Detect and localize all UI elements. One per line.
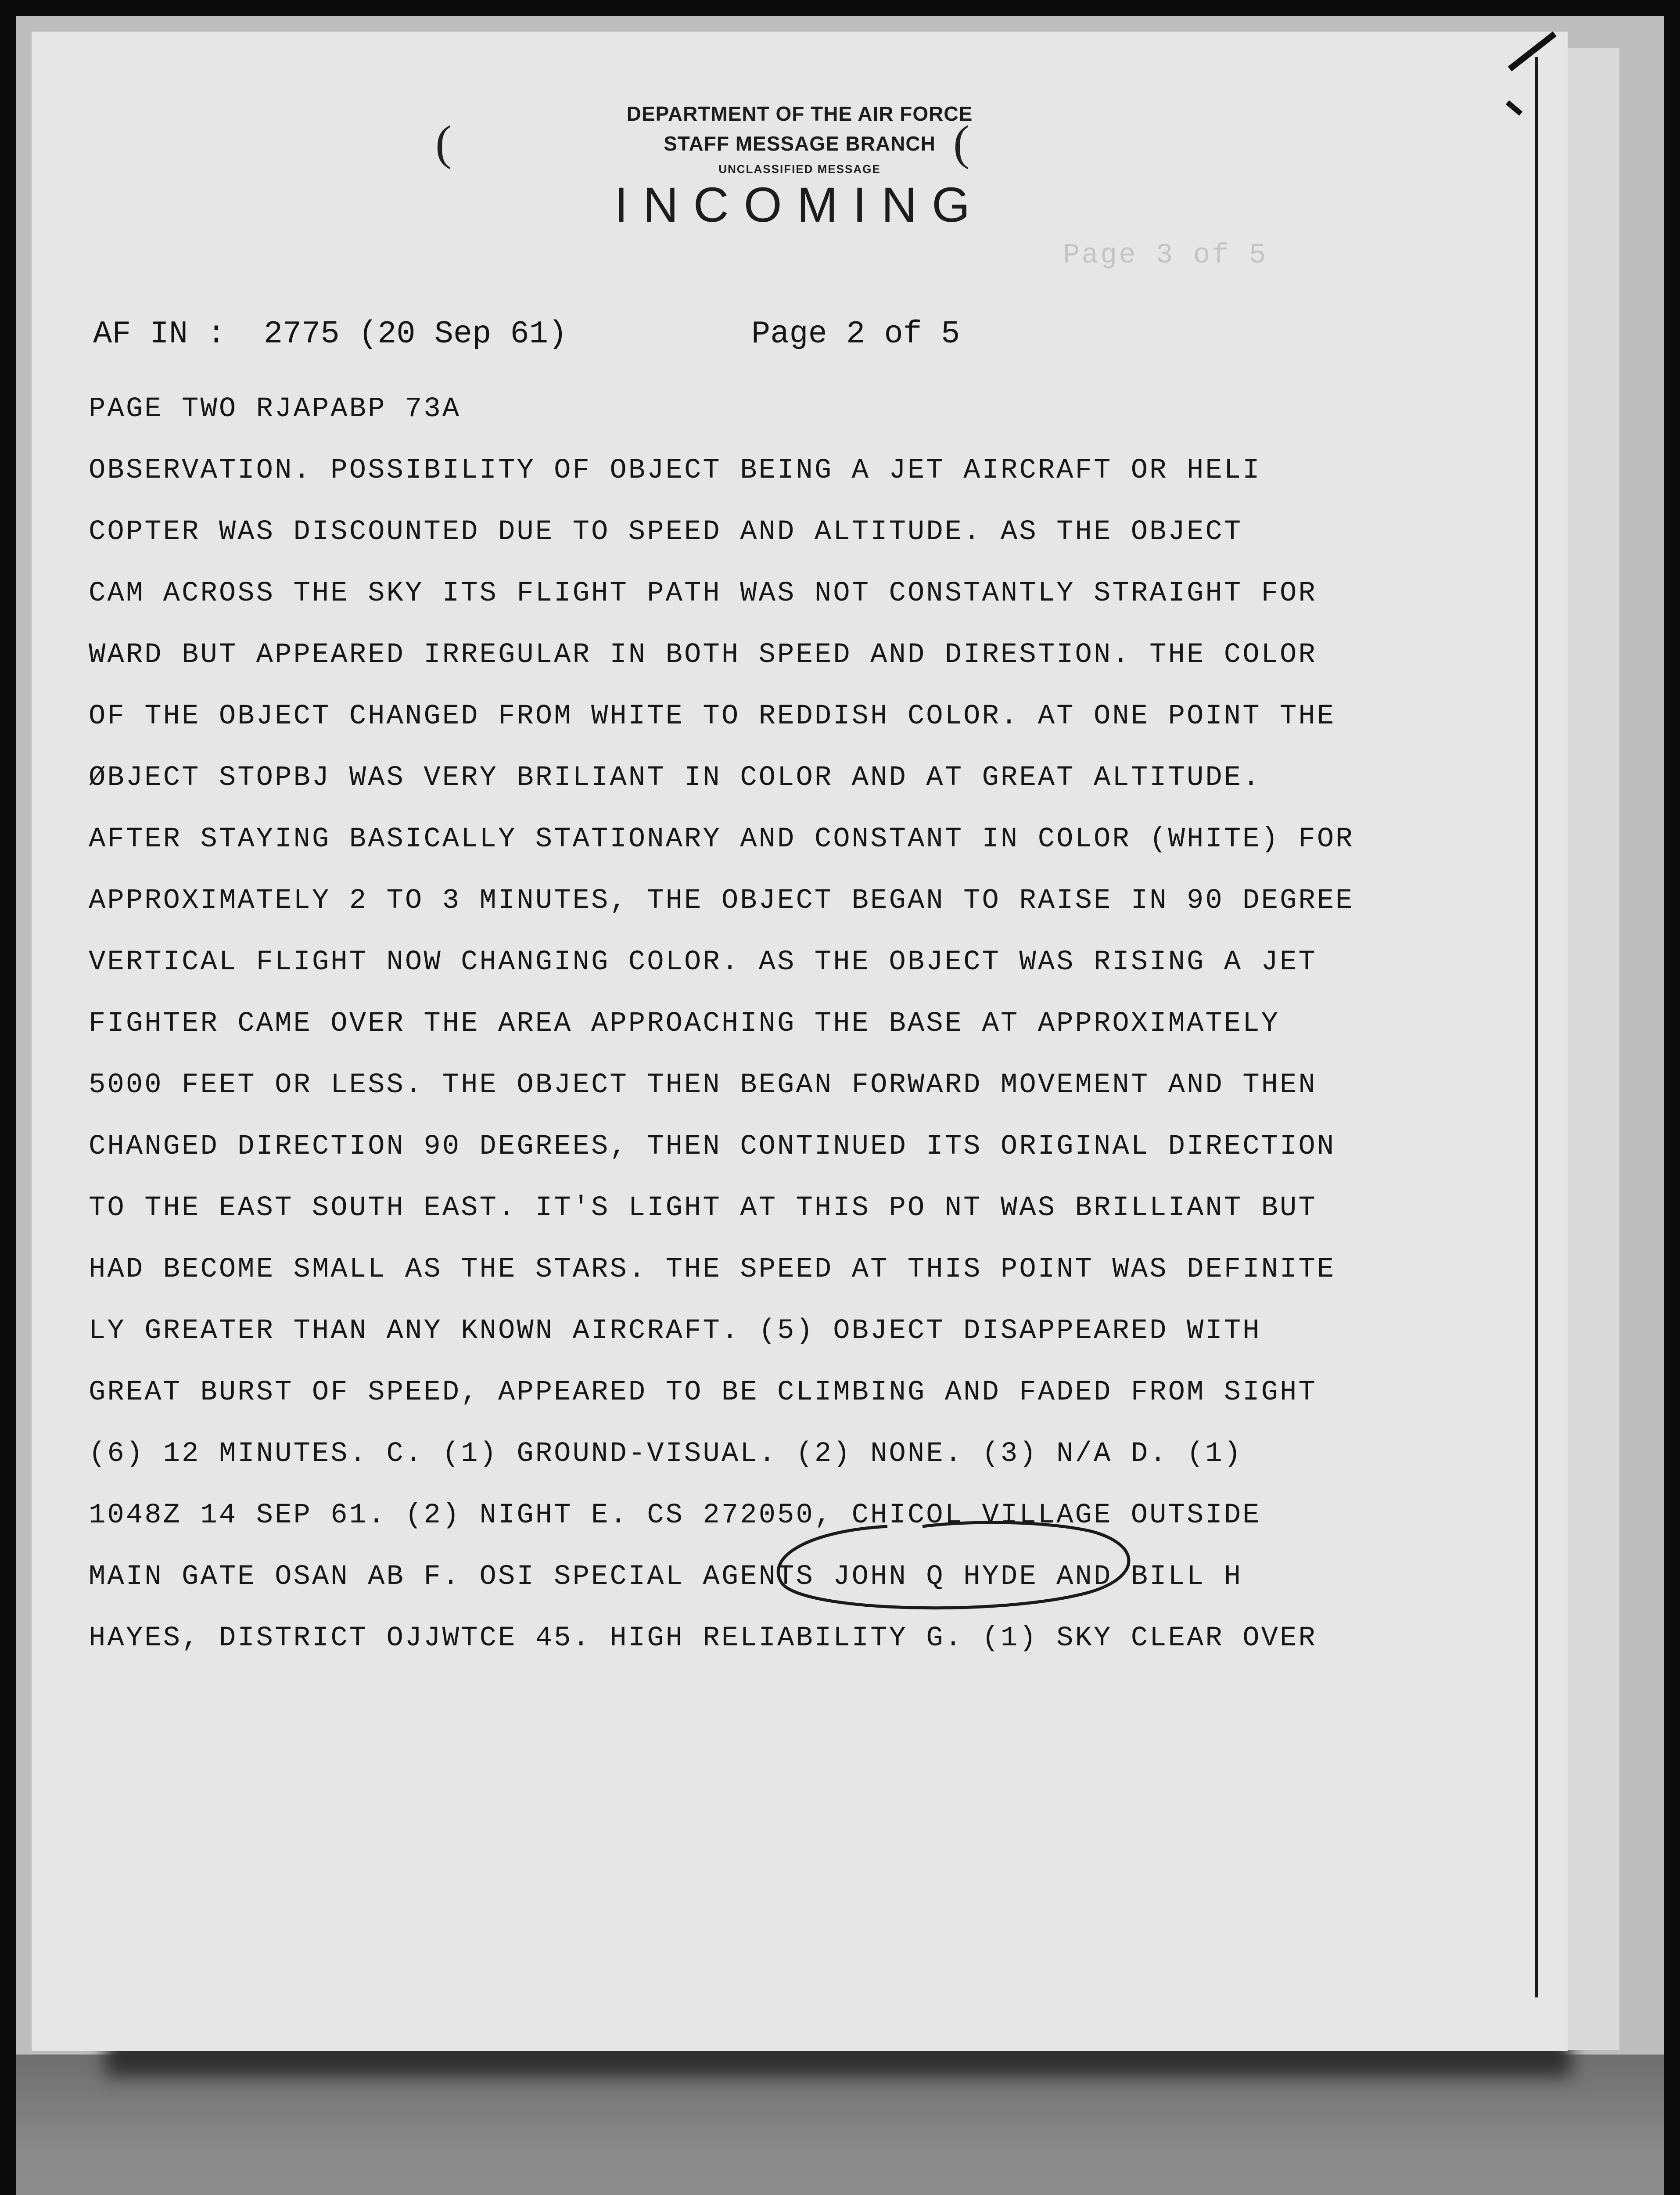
message-line: HAD BECOME SMALL AS THE STARS. THE SPEED AT THIS POINT WAS DEFINITE — [89, 1254, 1336, 1285]
message-line: VERTICAL FLIGHT NOW CHANGING COLOR. AS THE OBJECT WAS RISING A JET — [89, 946, 1317, 978]
message-line: MAIN GATE OSAN AB F. OSI SPECIAL AGENTS JOHN Q HYDE AND BILL H — [89, 1561, 1243, 1593]
message-line: ØBJECT STOPBJ WAS VERY BRILIANT IN COLOR AND AT GREAT ALTITUDE. — [89, 762, 1261, 794]
message-line: 5000 FEET OR LESS. THE OBJECT THEN BEGAN FORWARD MOVEMENT AND THEN — [89, 1069, 1317, 1101]
message-line: COPTER WAS DISCOUNTED DUE TO SPEED AND ALTITUDE. AS THE OBJECT — [89, 516, 1243, 548]
department-heading: DEPARTMENT OF THE AIR FORCE — [626, 102, 973, 125]
bracket-mark-right: ( — [953, 116, 969, 169]
incoming-title: INCOMING — [614, 177, 985, 232]
bleed-through-line: Page 3 of 5 — [1063, 240, 1268, 271]
message-line: AFTER STAYING BASICALLY STATIONARY AND CONSTANT IN COLOR (WHITE) FOR — [89, 824, 1354, 855]
message-line: OF THE OBJECT CHANGED FROM WHITE TO REDDISH COLOR. AT ONE POINT THE — [89, 701, 1336, 732]
page-number: Page 2 of 5 — [751, 316, 960, 352]
message-line: GREAT BURST OF SPEED, APPEARED TO BE CLIMBING AND FADED FROM SIGHT — [89, 1377, 1317, 1408]
page-edge-line — [1535, 57, 1538, 1997]
message-page — [32, 32, 1568, 2051]
message-line: CAM ACROSS THE SKY ITS FLIGHT PATH WAS NOT CONSTANTLY STRAIGHT FOR — [89, 578, 1317, 609]
message-line: TO THE EAST SOUTH EAST. IT'S LIGHT AT THIS PO NT WAS BRILLIANT BUT — [89, 1192, 1317, 1224]
message-line: FIGHTER CAME OVER THE AREA APPROACHING THE BASE AT APPROXIMATELY — [89, 1008, 1280, 1040]
message-line: CHANGED DIRECTION 90 DEGREES, THEN CONTINUED ITS ORIGINAL DIRECTION — [89, 1131, 1336, 1162]
message-line: 1048Z 14 SEP 61. (2) NIGHT E. CS 272050, CHICOL VILLAGE OUTSIDE — [89, 1500, 1261, 1531]
message-line: HAYES, DISTRICT OJJWTCE 45. HIGH RELIABILITY G. (1) SKY CLEAR OVER — [89, 1623, 1317, 1654]
message-line: PAGE TWO RJAPABP 73A — [89, 393, 461, 425]
bleed-through-text — [1063, 225, 1267, 286]
message-line: OBSERVATION. POSSIBILITY OF OBJECT BEING A JET AIRCRAFT OR HELI — [89, 455, 1261, 486]
classification-label: UNCLASSIFIED MESSAGE — [718, 162, 881, 176]
message-line: APPROXIMATELY 2 TO 3 MINUTES, THE OBJECT BEGAN TO RAISE IN 90 DEGREE — [89, 885, 1354, 917]
message-body — [89, 378, 1354, 1669]
branch-heading: STAFF MESSAGE BRANCH — [664, 132, 936, 155]
message-line: (6) 12 MINUTES. C. (1) GROUND-VISUAL. (2) NONE. (3) N/A D. (1) — [89, 1438, 1243, 1470]
af-in-reference: AF IN : 2775 (20 Sep 61) — [93, 316, 567, 352]
bracket-mark-left: ( — [435, 116, 452, 169]
message-line: WARD BUT APPEARED IRREGULAR IN BOTH SPEED AND DIRESTION. THE COLOR — [89, 639, 1317, 671]
message-line: LY GREATER THAN ANY KNOWN AIRCRAFT. (5) OBJECT DISAPPEARED WITH — [89, 1315, 1261, 1347]
